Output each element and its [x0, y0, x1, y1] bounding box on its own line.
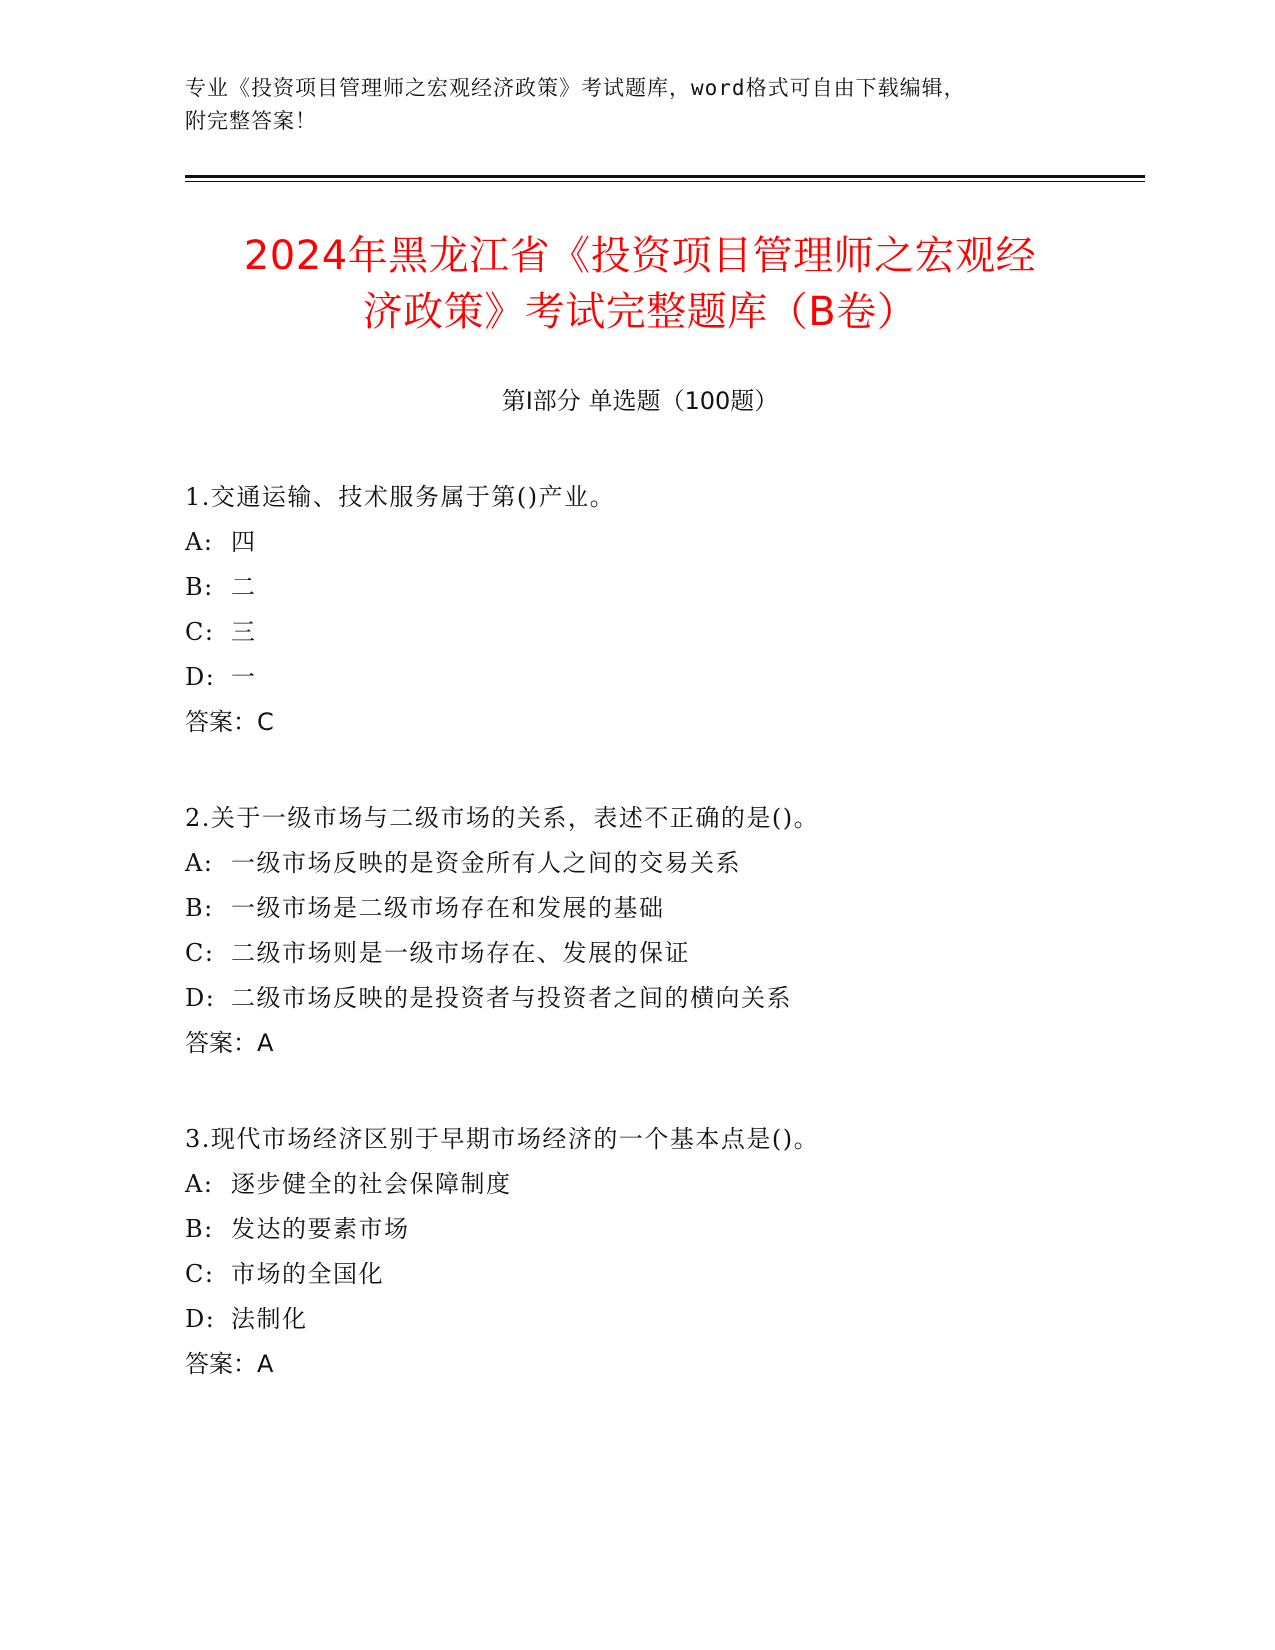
option-text: 二级市场则是一级市场存在、发展的保证: [231, 939, 690, 967]
option-text: 二级市场反映的是投资者与投资者之间的横向关系: [231, 984, 792, 1012]
section-heading: 第Ⅰ部分 单选题（100题）: [501, 387, 779, 415]
option-text: 三: [231, 618, 257, 646]
option-text: 逐步健全的社会保障制度: [231, 1170, 512, 1198]
header-rule-thick: [185, 175, 1145, 178]
option-text: 一级市场是二级市场存在和发展的基础: [231, 894, 665, 922]
question-list: [185, 475, 1085, 1438]
page-title-line-2: 济政策》考试完整题库（B卷）: [362, 289, 918, 335]
option-text: 法制化: [231, 1305, 308, 1333]
option-letter: C:: [185, 618, 215, 646]
option-text: 二: [231, 573, 257, 601]
question-stem: 3.现代市场经济区别于早期市场经济的一个基本点是()。: [185, 1125, 820, 1153]
option-letter: B:: [185, 894, 214, 922]
question-3: [185, 1117, 1085, 1387]
answer-line: 答案：A: [185, 1029, 274, 1057]
question-1: [185, 475, 1085, 745]
answer-line: 答案：C: [185, 708, 274, 736]
option-text: 一: [231, 663, 257, 691]
option-d: [185, 655, 1085, 700]
page-title-line-1: 2024年黑龙江省《投资项目管理师之宏观经: [243, 233, 1037, 279]
option-letter: B:: [185, 1215, 214, 1243]
option-letter: A:: [185, 1170, 214, 1198]
option-d: [185, 1297, 1085, 1342]
question-stem: 2.关于一级市场与二级市场的关系，表述不正确的是()。: [185, 804, 820, 832]
question-2: [185, 796, 1085, 1066]
option-a: [185, 841, 1085, 886]
option-letter: D:: [185, 984, 216, 1012]
question-stem: 1.交通运输、技术服务属于第()产业。: [185, 483, 616, 511]
header-rule-thin: [185, 181, 1145, 182]
header-note: [185, 72, 1065, 138]
option-letter: D:: [185, 663, 216, 691]
option-letter: B:: [185, 573, 214, 601]
option-c: [185, 1252, 1085, 1297]
option-letter: A:: [185, 528, 214, 556]
option-a: [185, 1162, 1085, 1207]
option-b: [185, 886, 1085, 931]
option-letter: C:: [185, 939, 215, 967]
option-letter: C:: [185, 1260, 215, 1288]
option-text: 一级市场反映的是资金所有人之间的交易关系: [231, 849, 741, 877]
option-b: [185, 1207, 1085, 1252]
option-text: 发达的要素市场: [231, 1215, 410, 1243]
option-c: [185, 931, 1085, 976]
header-note-line-1: 专业《投资项目管理师之宏观经济政策》考试题库，word格式可自由下载编辑，: [185, 76, 966, 100]
page-title: [185, 228, 1095, 340]
option-d: [185, 976, 1085, 1021]
option-text: 市场的全国化: [231, 1260, 384, 1288]
option-a: [185, 520, 1085, 565]
header-note-line-2: 附完整答案！: [185, 109, 317, 133]
option-b: [185, 565, 1085, 610]
option-letter: D:: [185, 1305, 216, 1333]
answer-line: 答案：A: [185, 1350, 274, 1378]
option-text: 四: [231, 528, 257, 556]
option-c: [185, 610, 1085, 655]
option-letter: A:: [185, 849, 214, 877]
